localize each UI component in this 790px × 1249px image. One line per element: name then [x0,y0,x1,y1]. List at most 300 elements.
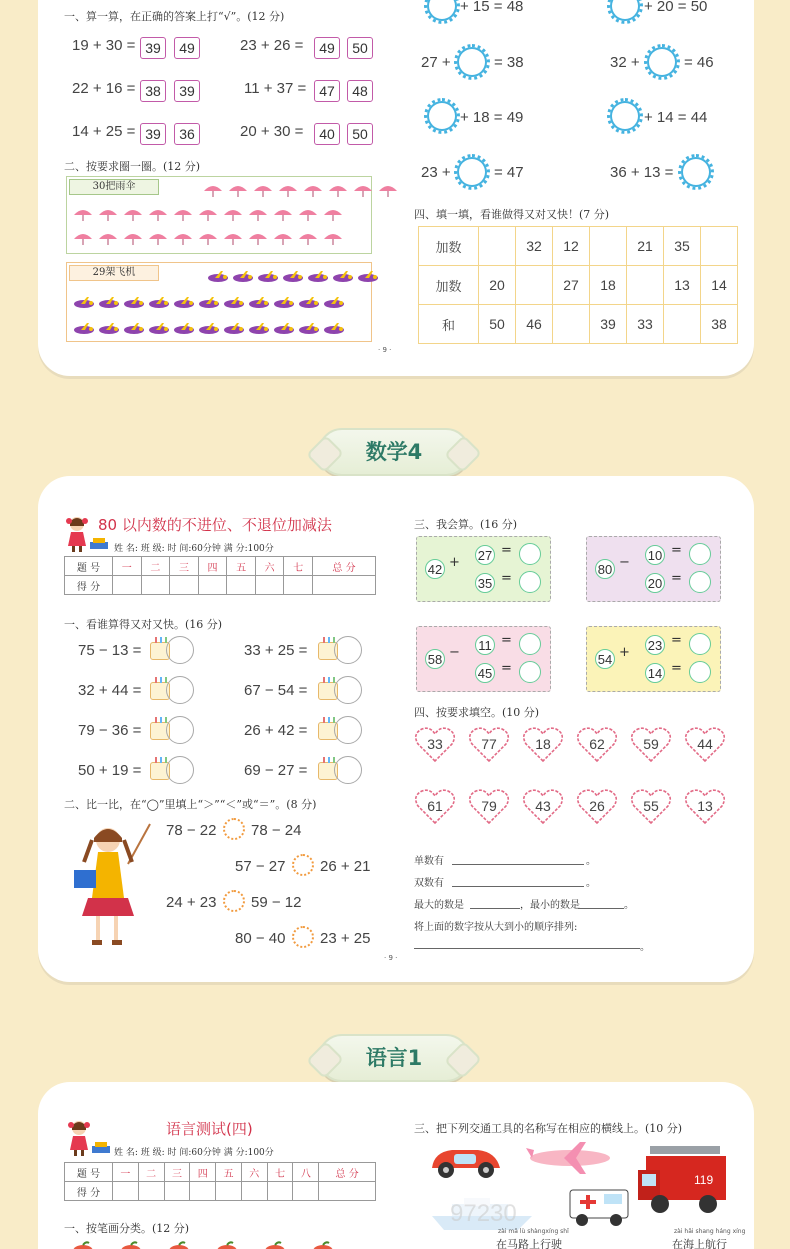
score-cell[interactable] [164,1182,190,1201]
airplane-icon [524,1138,614,1178]
apple-icon [120,1240,142,1249]
worksheet-card-1 [38,0,754,376]
answer-bubble[interactable] [607,98,643,134]
answer-circle[interactable] [519,633,541,655]
table-cell[interactable] [701,227,738,266]
heart-number [468,726,510,764]
umbrella-icon[interactable] [173,207,193,221]
equals-sign: = [501,543,512,558]
compare-right: 59 − 12 [251,894,302,911]
equals-sign: = [501,661,512,676]
apple-icon [216,1240,238,1249]
answer-option[interactable]: 39 [174,80,200,102]
table-cell: 20 [479,266,516,305]
apple-icon [264,1240,286,1249]
table-cell: 三 [164,1163,190,1182]
book-icon [90,538,108,550]
plane-icon[interactable] [323,295,345,309]
table-cell: 一 [113,1163,139,1182]
heart-value: 79 [481,798,497,814]
plane-icon[interactable] [198,321,220,335]
q1-expr: 69 − 27 = [244,762,308,779]
watermark-text: 97230 [450,1200,517,1227]
plane-icon[interactable] [123,295,145,309]
umbrella-icon[interactable] [248,231,268,245]
table-cell: 13 [664,266,701,305]
table-cell: 33 [627,305,664,344]
score-cell[interactable] [293,1182,319,1201]
umbrella-icon[interactable] [223,207,243,221]
answer-ring[interactable] [334,676,362,704]
plane-icon[interactable] [173,321,195,335]
calc-op: + [619,645,630,660]
q3-expr: = 38 [494,54,524,71]
q1-title: 一、看谁算得又对又快。(16 分) [64,618,223,631]
answer-ring[interactable] [166,676,194,704]
table-cell[interactable] [664,305,701,344]
caption-text: 在马路上行驶 [496,1238,562,1249]
q3-expr: = 46 [684,54,714,71]
equals-sign: = [671,633,682,648]
answer-circle[interactable] [519,571,541,593]
plane-icon[interactable] [148,321,170,335]
umbrella-icon[interactable] [73,207,93,221]
umbrella-icon[interactable] [303,183,323,197]
heart-value: 59 [643,736,659,752]
table-cell: 六 [255,557,284,576]
table-cell: 六 [241,1163,267,1182]
calc-number: 42 [425,559,445,579]
calc-op: − [449,645,460,660]
table-cell[interactable] [479,227,516,266]
calc-number: 80 [595,559,615,579]
heart-value: 18 [535,736,551,752]
umbrella-icon[interactable] [353,183,373,197]
q1-title: 一、算一算，在正确的答案上打“√”。(12 分) [64,10,285,23]
answer-circle[interactable] [689,633,711,655]
umbrella-icon[interactable] [378,183,398,197]
score-cell[interactable] [138,1182,164,1201]
plane-icon[interactable] [248,321,270,335]
compare-circle[interactable] [223,818,245,840]
answer-option[interactable]: 47 [314,80,340,102]
table-cell: 21 [627,227,664,266]
plane-icon[interactable] [98,295,120,309]
answer-option[interactable]: 39 [140,37,166,59]
calc-box [416,626,551,692]
answer-circle[interactable] [689,543,711,565]
heart-number [414,726,456,764]
score-cell[interactable] [227,576,256,595]
plane-icon[interactable] [273,295,295,309]
table-cell[interactable] [590,227,627,266]
answer-bubble[interactable] [424,0,460,24]
heart-value: 55 [643,798,659,814]
heart-value: 44 [697,736,713,752]
ambulance-icon [566,1182,632,1228]
heart-value: 43 [535,798,551,814]
fill-label: 双数有 [414,878,444,889]
answer-option[interactable]: 50 [347,37,373,59]
score-cell[interactable] [241,1182,267,1201]
q3-expr: + 20 = 50 [644,0,708,15]
worksheet-title: 80 以内数的不进位、不退位加减法 [98,516,332,534]
q3-expr: = 47 [494,164,524,181]
umbrella-icon[interactable] [298,231,318,245]
umbrella-icon[interactable] [198,207,218,221]
answer-bubble[interactable] [424,98,460,134]
answer-option[interactable]: 39 [140,123,166,145]
score-cell[interactable] [141,576,170,595]
score-table [64,556,376,595]
table-cell: 得 分 [65,576,113,595]
answer-ring[interactable] [334,756,362,784]
section-banner-language1 [318,1034,470,1082]
q1-expr: 26 + 42 = [244,722,308,739]
table-cell: 39 [590,305,627,344]
plane-icon[interactable] [123,321,145,335]
q1-expr: 19 + 30 = [72,37,136,54]
table-cell: 加数 [419,266,479,305]
q1-expr: 79 − 36 = [78,722,142,739]
answer-line[interactable] [452,864,584,865]
worksheet-info: 姓 名: 班 级: 时 间:60分钟 满 分:100分 [114,1148,274,1158]
pinyin-text: zài hǎi shang háng xíng [674,1228,746,1235]
table-cell[interactable] [516,266,553,305]
apple-icon [168,1240,190,1249]
answer-option[interactable]: 48 [347,80,373,102]
table-cell: 四 [190,1163,216,1182]
svg-text:119: 119 [694,1173,714,1187]
umbrella-icon[interactable] [73,231,93,245]
answer-ring[interactable] [166,716,194,744]
umbrella-icon[interactable] [323,207,343,221]
calc-number: 11 [475,635,495,655]
umbrella-icon[interactable] [173,231,193,245]
plane-icon[interactable] [73,295,95,309]
table-cell: 加数 [419,227,479,266]
umbrella-icon[interactable] [123,231,143,245]
worksheet-card-2 [38,476,754,982]
heart-number [684,788,726,826]
page-number: · 9 · [384,954,398,962]
heart-value: 77 [481,736,497,752]
table-cell: 32 [516,227,553,266]
umbrella-icon[interactable] [148,231,168,245]
girl-reading-icon [62,514,92,554]
answer-circle[interactable] [519,661,541,683]
table-cell: 四 [198,557,227,576]
umbrella-icon[interactable] [323,231,343,245]
compare-right: 23 + 25 [320,930,371,947]
q1-expr: 75 − 13 = [78,642,142,659]
book-icon [92,1142,110,1154]
apple-icon [72,1240,94,1249]
calc-box [416,536,551,602]
plane-icon[interactable] [298,321,320,335]
umbrella-icon[interactable] [203,183,223,197]
table-cell: 总 分 [313,557,376,576]
banner-label: 数学4 [365,440,423,464]
plane-icon[interactable] [207,269,229,283]
q3-expr: 32 + [610,54,640,71]
compare-circle[interactable] [223,890,245,912]
score-cell[interactable] [284,576,313,595]
calc-number: 45 [475,663,495,683]
q4-title: 四、按要求填空。(10 分) [414,706,540,719]
score-cell[interactable] [267,1182,293,1201]
fill-end: 。 [586,856,596,867]
answer-circle[interactable] [689,571,711,593]
answer-line[interactable] [578,908,624,909]
calc-op: + [449,555,460,570]
umbrella-icon[interactable] [98,231,118,245]
score-cell[interactable] [313,576,376,595]
compare-right: 78 − 24 [251,822,302,839]
fill-label: 将上面的数字按从大到小的顺序排列: [414,922,578,933]
table-cell: 题 号 [65,1163,113,1182]
answer-option[interactable]: 36 [174,123,200,145]
q3-expr: + 15 = 48 [460,0,524,15]
teacher-girl-icon [68,818,152,950]
heart-value: 62 [589,736,605,752]
plane-icon[interactable] [257,269,279,283]
score-cell[interactable] [255,576,284,595]
q1-expr: 67 − 54 = [244,682,308,699]
heart-number [522,788,564,826]
answer-option[interactable]: 38 [140,80,166,102]
equals-sign: = [671,543,682,558]
plane-icon[interactable] [198,295,220,309]
plane-label: 29架飞机 [69,265,159,281]
plane-icon[interactable] [298,295,320,309]
pinyin-text: zài mǎ lù shàngxíng shǐ [498,1228,569,1235]
heart-number [576,788,618,826]
heart-number [468,788,510,826]
score-cell[interactable] [319,1182,376,1201]
plane-icon[interactable] [223,295,245,309]
worksheet-title: 语言测试(四) [166,1120,253,1138]
score-cell[interactable] [198,576,227,595]
plane-icon[interactable] [332,269,354,283]
calc-box [586,626,721,692]
answer-circle[interactable] [689,661,711,683]
answer-line[interactable] [414,948,640,949]
heart-number [630,788,672,826]
answer-option[interactable]: 49 [174,37,200,59]
plane-icon[interactable] [282,269,304,283]
q3-expr: 23 + [421,164,451,181]
table-cell: 27 [553,266,590,305]
plane-icon[interactable] [248,295,270,309]
q1-expr: 33 + 25 = [244,642,308,659]
table-cell: 18 [590,266,627,305]
q3-expr: + 18 = 49 [460,109,524,126]
calc-box [586,536,721,602]
fill-label: 最大的数是 [414,900,464,911]
umbrella-icon[interactable] [98,207,118,221]
equals-sign: = [671,661,682,676]
umbrella-icon[interactable] [298,207,318,221]
heart-number [630,726,672,764]
plane-icon[interactable] [323,321,345,335]
answer-line[interactable] [470,908,520,909]
q1-expr: 32 + 44 = [78,682,142,699]
table-cell[interactable] [627,266,664,305]
calc-number: 20 [645,573,665,593]
umbrella-icon[interactable] [148,207,168,221]
compare-circle[interactable] [292,926,314,948]
umbrella-icon[interactable] [198,231,218,245]
table-cell: 35 [664,227,701,266]
score-cell[interactable] [216,1182,242,1201]
table-cell: 二 [138,1163,164,1182]
table-cell: 和 [419,305,479,344]
q1-expr: 22 + 16 = [72,80,136,97]
plane-icon[interactable] [148,295,170,309]
fill-label: ，最小的数是 [520,900,580,911]
q3-title: 三、把下列交通工具的名称写在相应的横线上。(10 分) [414,1122,683,1135]
answer-ring[interactable] [334,716,362,744]
heart-value: 26 [589,798,605,814]
table-cell: 38 [701,305,738,344]
calc-number: 54 [595,649,615,669]
table-cell: 46 [516,305,553,344]
umbrella-icon[interactable] [123,207,143,221]
answer-option[interactable]: 49 [314,37,340,59]
fire-truck-icon [636,1132,730,1216]
calc-number: 58 [425,649,445,669]
heart-number [414,788,456,826]
calc-number: 35 [475,573,495,593]
q1-expr: 14 + 25 = [72,123,136,140]
answer-option[interactable]: 40 [314,123,340,145]
umbrella-icon[interactable] [253,183,273,197]
worksheet-card-3 [38,1082,754,1249]
table-cell: 七 [267,1163,293,1182]
umbrella-panel [66,176,372,254]
worksheet-info: 姓 名: 班 级: 时 间:60分钟 满 分:100分 [114,544,274,554]
fill-end: 。 [640,942,650,953]
umbrella-grid[interactable] [67,177,373,255]
answer-bubble[interactable] [454,44,490,80]
umbrella-icon[interactable] [278,183,298,197]
section-banner-math4 [318,428,470,476]
q1-expr: 11 + 37 = [244,80,307,97]
score-cell[interactable] [170,576,199,595]
heart-value: 33 [427,736,443,752]
q1-expr: 23 + 26 = [240,37,304,54]
answer-bubble[interactable] [607,0,643,24]
heart-number [576,726,618,764]
calc-number: 10 [645,545,665,565]
calc-number: 27 [475,545,495,565]
calc-number: 14 [645,663,665,683]
table-cell: 得 分 [65,1182,113,1201]
table-cell: 总 分 [319,1163,376,1182]
umbrella-label: 30把雨伞 [69,179,159,195]
answer-bubble[interactable] [644,44,680,80]
answer-option[interactable]: 50 [347,123,373,145]
table-cell: 三 [170,557,199,576]
answer-ring[interactable] [166,636,194,664]
caption-text: 在海上航行 [672,1238,727,1249]
q1-expr: 20 + 30 = [240,123,304,140]
fill-end: 。 [624,900,634,911]
calc-op: − [619,555,630,570]
q2-title: 二、按要求圈一圈。(12 分) [64,160,201,173]
page-number: · 9 · [378,346,392,354]
fill-label: 单数有 [414,856,444,867]
table-cell: 14 [701,266,738,305]
umbrella-icon[interactable] [223,231,243,245]
q1-expr: 50 + 19 = [78,762,142,779]
answer-line[interactable] [452,886,584,887]
table-cell: 题 号 [65,557,113,576]
plane-icon[interactable] [98,321,120,335]
answer-ring[interactable] [166,756,194,784]
table-cell: 50 [479,305,516,344]
equals-sign: = [501,571,512,586]
answer-bubble[interactable] [678,154,714,190]
equals-sign: = [501,633,512,648]
heart-value: 61 [427,798,443,814]
answer-bubble[interactable] [454,154,490,190]
heart-number [684,726,726,764]
score-cell[interactable] [190,1182,216,1201]
answer-circle[interactable] [519,543,541,565]
umbrella-icon[interactable] [328,183,348,197]
plane-icon[interactable] [232,269,254,283]
equals-sign: = [671,571,682,586]
umbrella-icon[interactable] [273,207,293,221]
plane-icon[interactable] [73,321,95,335]
score-cell[interactable] [113,1182,139,1201]
q2-title: 二、比一比，在“◯”里填上“＞”“＜”或“＝”。(8 分) [64,798,317,811]
umbrella-icon[interactable] [273,231,293,245]
plane-panel [66,262,372,342]
plane-icon[interactable] [357,269,379,283]
table-cell: 八 [293,1163,319,1182]
umbrella-icon[interactable] [248,207,268,221]
plane-grid[interactable] [67,263,373,343]
compare-left: 24 + 23 [166,894,217,911]
score-cell[interactable] [113,576,142,595]
banner-label: 语言1 [365,1046,423,1070]
umbrella-icon[interactable] [228,183,248,197]
plane-icon[interactable] [273,321,295,335]
compare-left: 80 − 40 [235,930,286,947]
fill-end: 。 [586,878,596,889]
compare-right: 26 + 21 [320,858,371,875]
table-cell: 五 [216,1163,242,1182]
car-icon [428,1138,504,1182]
q3-expr: + 14 = 44 [644,109,708,126]
score-table [64,1162,376,1201]
q3-expr: 36 + 13 = [610,164,674,181]
plane-icon[interactable] [223,321,245,335]
table-cell: 五 [227,557,256,576]
plane-icon[interactable] [173,295,195,309]
q4-title: 四、填一填，看谁做得又对又快！(7 分) [414,208,610,221]
heart-number [522,726,564,764]
compare-circle[interactable] [292,854,314,876]
answer-ring[interactable] [334,636,362,664]
plane-icon[interactable] [307,269,329,283]
table-cell[interactable] [553,305,590,344]
table-cell: 12 [553,227,590,266]
heart-value: 13 [697,798,713,814]
